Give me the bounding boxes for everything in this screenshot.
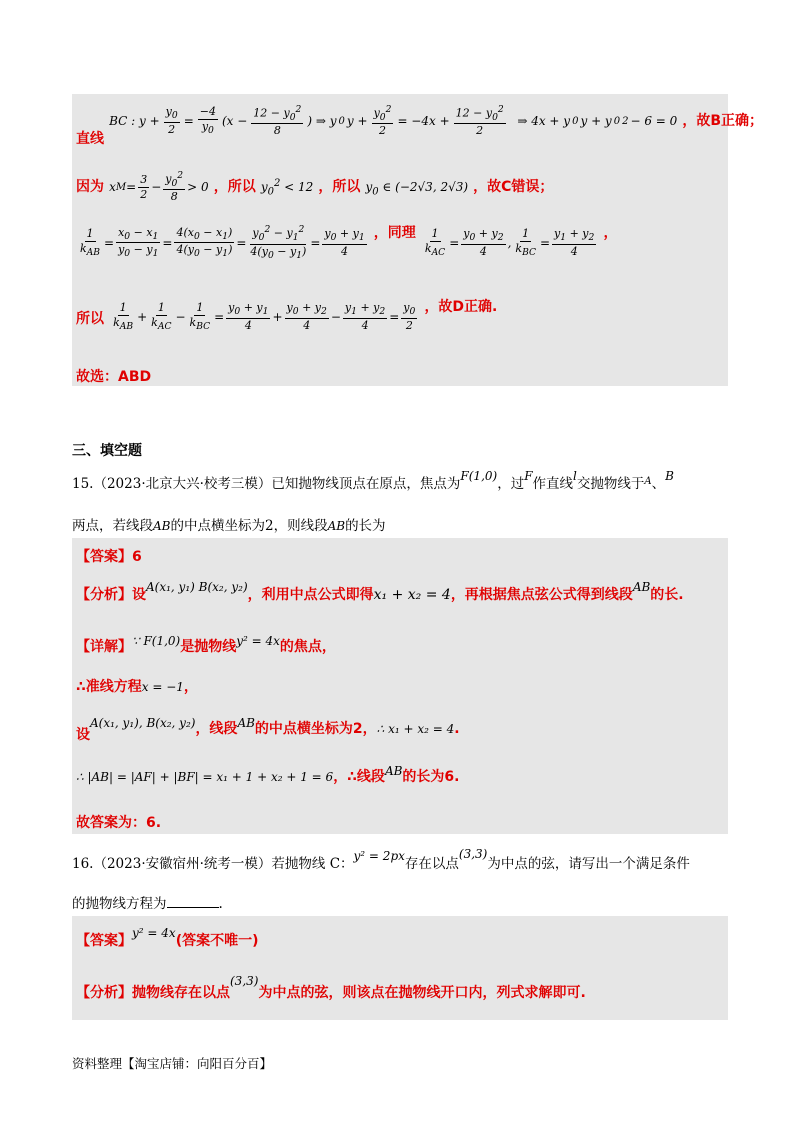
math: F bbox=[524, 469, 533, 483]
text: 的长为 bbox=[345, 518, 386, 534]
prefix: 因为 bbox=[76, 179, 104, 196]
math: y² = 2px bbox=[353, 849, 405, 863]
q15-stem-line2 bbox=[72, 514, 386, 534]
solution-line-2 bbox=[76, 170, 553, 204]
q15-detail-1 bbox=[76, 636, 336, 656]
text: 存在以点 bbox=[404, 856, 459, 872]
text: 两点，若线段 bbox=[72, 518, 153, 534]
q16-stem-line1 bbox=[72, 847, 690, 872]
math-y0-range: $y_0$ ∈ (−2√3, 2√3) bbox=[365, 180, 469, 198]
math-bc-equation: BC : y + $\frac{y_0}{2}$ = $\frac{-4}{y_0}$ (x − $\frac{12 - y_0^2}{8}$ ) ⇒ y 0 y + $\frac{y_0^2}{2}$ = −4x + $\frac{12 - y_0^2}{2}$ ⇒ 4x + y 0 y + y 0 2 − 6 = 0 bbox=[109, 104, 678, 138]
prefix: ∴准线方程 bbox=[76, 679, 142, 695]
mid: 是抛物线 bbox=[180, 639, 237, 655]
math: y² = 4x bbox=[236, 634, 280, 648]
prefix: 设 bbox=[76, 727, 90, 743]
label: 【分析】设 bbox=[76, 587, 146, 603]
q15-stem-line1 bbox=[72, 469, 674, 492]
math: F(1,0) bbox=[460, 469, 498, 483]
prefix: 所以 bbox=[76, 311, 104, 327]
suffix: ，故C错误； bbox=[473, 179, 554, 196]
suffix: . bbox=[454, 721, 460, 737]
label: 【详解】 bbox=[76, 639, 132, 655]
solution-final: 故选：ABD bbox=[76, 369, 152, 385]
math: A(x₁, y₁), B(x₂, y₂) bbox=[90, 716, 196, 730]
math: (3,3) bbox=[458, 847, 488, 861]
suffix: (答案不唯一) bbox=[175, 933, 259, 949]
solution-line-1 bbox=[76, 104, 764, 148]
math: A(x₁, y₁) B(x₂, y₂) bbox=[146, 580, 248, 594]
q15-answer: 【答案】6 bbox=[76, 549, 142, 565]
text: 的中点横坐标为2，则线段 bbox=[170, 518, 328, 534]
suffix: 的焦点， bbox=[279, 639, 336, 655]
math-kac-kbc: $\frac{1}{k_{AC}}$ = $\frac{y_0 + y_2}{4}$ , $\frac{1}{k_{BC}}$ = $\frac{y_1 + y_2}{4}$ bbox=[424, 227, 595, 258]
math: ∵ F(1,0) bbox=[132, 634, 181, 648]
suffix: ， bbox=[183, 679, 198, 695]
suffix: 的长. bbox=[650, 587, 684, 603]
suffix: 为中点的弦，则该点在抛物线开口内，列式求解即可. bbox=[258, 985, 586, 1001]
q15-detail-3 bbox=[76, 716, 460, 743]
suffix: ，故D正确. bbox=[424, 299, 498, 315]
mid: ，所以 bbox=[318, 179, 361, 196]
q15-detail-2 bbox=[76, 676, 198, 696]
label: 【分析】抛物线存在以点 bbox=[76, 985, 230, 1001]
math: y² = 4x bbox=[132, 926, 176, 940]
text: 交抛物线于 bbox=[576, 476, 645, 492]
q16-stem-line2 bbox=[72, 892, 223, 912]
text: 作直线 bbox=[532, 476, 574, 492]
q15-detail-4 bbox=[76, 766, 459, 786]
mid: ，∴线段 bbox=[333, 769, 385, 785]
q16-analysis bbox=[76, 974, 586, 1002]
math: ∴ x₁ + x₂ = 4 bbox=[376, 722, 455, 736]
math: AB bbox=[384, 764, 403, 778]
mid: ，线段 bbox=[195, 721, 238, 737]
mid: ，所以 bbox=[213, 179, 256, 196]
math: (3,3) bbox=[230, 974, 259, 988]
math-sum: $\frac{1}{k_{AB}}$ + $\frac{1}{k_{AC}}$ − $\frac{1}{k_{BC}}$ = $\frac{y_0 + y_1}{4}$ + $\frac{y_0 + y_2}{4}$ − $\frac{y_1 + y_2}{4}$ = $\frac{y_0}{2}$ bbox=[113, 301, 416, 332]
suffix: ，故B正确； bbox=[682, 113, 764, 130]
math-xm: x M = $\frac{3}{2}$ − $\frac{y_0^2}{8}$ > 0 bbox=[109, 170, 209, 204]
answer-blank bbox=[167, 895, 219, 908]
section-heading: 三、填空题 bbox=[72, 443, 142, 459]
text: 16.（2023·安徽宿州·统考一模）若抛物线 C： bbox=[72, 856, 354, 872]
text: ，过 bbox=[497, 476, 525, 492]
math: l bbox=[573, 469, 577, 483]
math: AB bbox=[237, 716, 255, 730]
text: 的抛物线方程为 bbox=[72, 896, 167, 912]
q15-analysis bbox=[76, 580, 684, 604]
footer: 资料整理【淘宝店铺：向阳百分百】 bbox=[72, 1056, 273, 1071]
math: B bbox=[665, 469, 674, 483]
suffix: 的长为6. bbox=[402, 769, 460, 785]
text: 为中点的弦，请写出一个满足条件 bbox=[487, 856, 690, 872]
text: . bbox=[218, 896, 223, 912]
math: AB bbox=[327, 519, 346, 533]
suffix: ， bbox=[603, 225, 618, 241]
mid: 的中点横坐标为2， bbox=[254, 721, 377, 737]
prefix: 直线 bbox=[76, 131, 104, 148]
math: AB bbox=[632, 580, 651, 594]
solution-line-3 bbox=[76, 222, 617, 261]
math: x₁ + x₂ = 4 bbox=[373, 587, 451, 603]
math: x = −1 bbox=[141, 680, 184, 694]
math-kab: $\frac{1}{k_{AB}}$ = $\frac{x_0 - x_1}{y_0 - y_1}$ = $\frac{4(x_0 - x_1)}{4(y_0 - y_1)}$ = $\frac{y_0^2 - y_1^2}{4(y_0 - y_1)}$ = $\frac{y_0 + y_1}{4}$ bbox=[80, 224, 365, 261]
mid: ，再根据焦点弦公式得到线段 bbox=[450, 587, 633, 603]
solution-line-4 bbox=[76, 296, 497, 332]
math: AB bbox=[153, 519, 171, 533]
q15-final: 故答案为：6. bbox=[76, 815, 162, 831]
mid: ，利用中点公式即得 bbox=[247, 587, 374, 603]
math: ∴ |AB| = |AF| + |BF| = x₁ + 1 + x₂ + 1 = 6 bbox=[76, 770, 334, 784]
text: 、 bbox=[651, 476, 666, 492]
text: 15.（2023·北京大兴·校考三模）已知抛物线顶点在原点，焦点为 bbox=[72, 476, 461, 492]
math-y0sq: $y_0^2 < 12$ bbox=[260, 178, 314, 198]
label: 【答案】 bbox=[76, 933, 132, 949]
math: A bbox=[644, 476, 652, 487]
q16-answer bbox=[76, 926, 259, 950]
mid: ，同理 bbox=[373, 225, 416, 241]
